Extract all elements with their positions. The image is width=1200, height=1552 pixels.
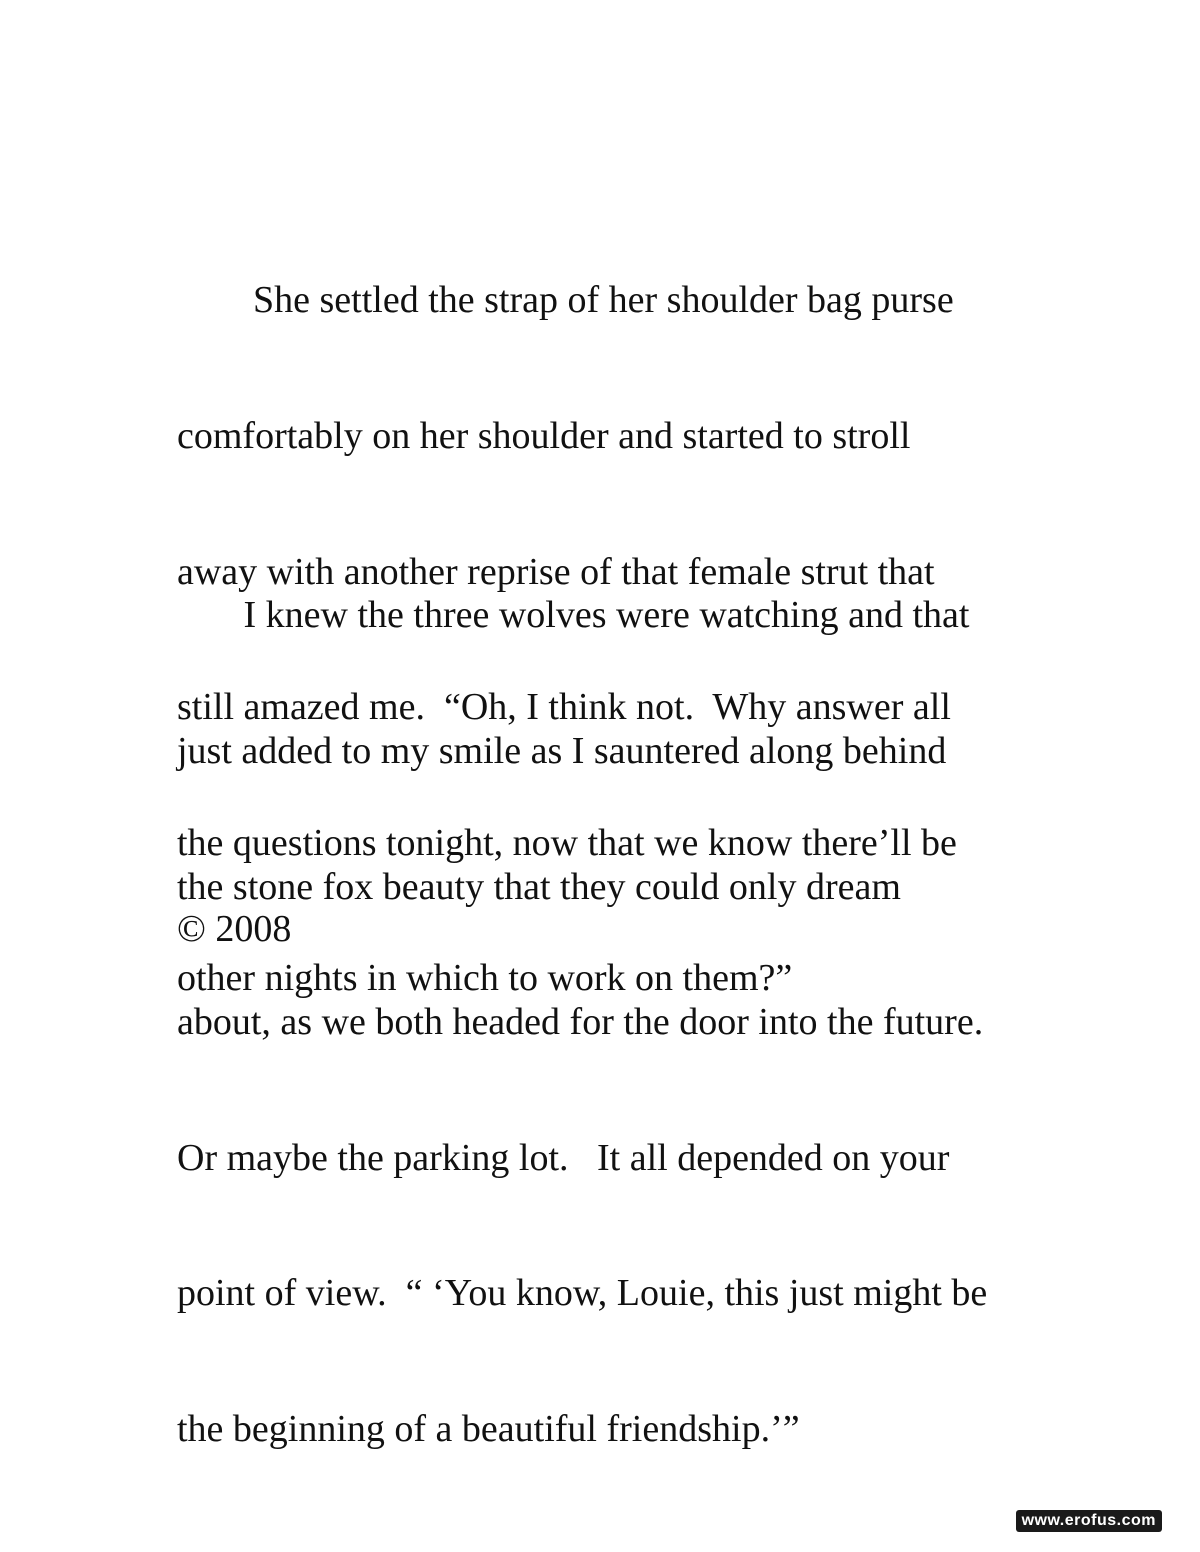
paragraph-2-line: the beginning of a beautiful friendship.’” (177, 1408, 800, 1451)
paragraph-2 (177, 503, 1057, 1543)
paragraph-1-line: away with another reprise of that female strut that (177, 550, 935, 593)
paragraph-2-line: I knew the three wolves were watching and that (177, 594, 970, 637)
paragraph-1-line: other nights in which to work on them?” (177, 957, 793, 1000)
paragraph-1-line: still amazed me. “Oh, I think not. Why answer all (177, 686, 951, 729)
paragraph-1-line: the questions tonight, now that we know there’ll be (177, 821, 957, 864)
paragraph-2-line: just added to my smile as I sauntered along behind (177, 730, 947, 773)
paragraph-2-line: point of view. “ ‘You know, Louie, this just might be (177, 1272, 988, 1315)
paragraph-2-line: the stone fox beauty that they could only dream (177, 865, 901, 908)
paragraph-2-line: about, as we both headed for the door into the future. (177, 1001, 984, 1044)
watermark-text: www.erofus.com (1021, 1512, 1156, 1529)
site-watermark (1016, 1510, 1162, 1532)
paragraph-1-line: She settled the strap of her shoulder bag purse (177, 279, 954, 322)
paragraph-1-line: comfortably on her shoulder and started to stroll (177, 415, 911, 458)
paragraph-2-line: Or maybe the parking lot. It all depended on your (177, 1136, 950, 1179)
copyright-notice: © 2008 (177, 908, 292, 950)
